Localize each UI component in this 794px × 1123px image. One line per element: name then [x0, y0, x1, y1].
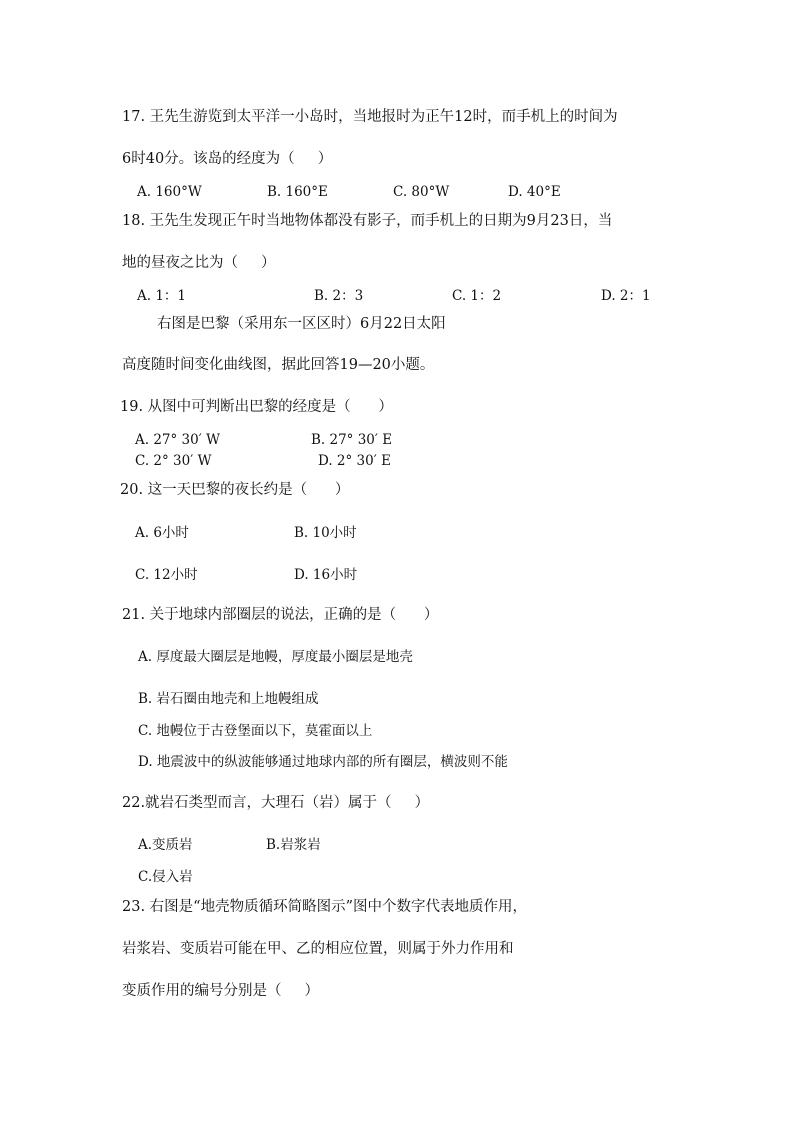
q22-stem: 22.就岩石类型而言，大理石（岩）属于（ ）	[122, 795, 430, 811]
q20-option-a: A. 6小时	[135, 525, 189, 541]
q20-option-d: D. 16小时	[294, 567, 358, 583]
q19-option-a: A. 27° 30′ W	[135, 432, 220, 448]
q23-stem-line-2: 岩浆岩、变质岩可能在甲、乙的相应位置，则属于外力作用和	[122, 941, 514, 957]
q17-option-d: D. 40°E	[508, 184, 561, 200]
q18-option-d: D. 2：1	[601, 288, 651, 304]
q17-stem-line-1: 17. 王先生游览到太平洋一小岛时，当地报时为正午12时，而手机上的时间为	[122, 109, 618, 125]
q18-option-b: B. 2：3	[314, 288, 364, 304]
q19-option-d: D. 2° 30′ E	[318, 453, 391, 469]
q23-stem-line-1: 23. 右图是“地壳物质循环简略图示”图中个数字代表地质作用，	[122, 899, 527, 915]
q18-option-a: A. 1：1	[137, 288, 187, 304]
q17-option-b: B. 160°E	[267, 184, 328, 200]
q19-stem: 19. 从图中可判断出巴黎的经度是（ ）	[120, 399, 393, 415]
q20-stem: 20. 这一天巴黎的夜长约是（ ）	[120, 482, 350, 498]
q22-option-b: B.岩浆岩	[266, 837, 321, 853]
q20-option-b: B. 10小时	[294, 525, 357, 541]
q19-option-c: C. 2° 30′ W	[135, 453, 212, 469]
q18-option-c: C. 1：2	[452, 288, 502, 304]
q17-option-c: C. 80°W	[393, 184, 450, 200]
q17-option-a: A. 160°W	[137, 184, 202, 200]
q18-stem-line-1: 18. 王先生发现正午时当地物体都没有影子，而手机上的日期为9月23日，当	[122, 213, 613, 229]
q19-option-b: B. 27° 30′ E	[311, 432, 393, 448]
q22-option-a: A.变质岩	[138, 837, 193, 853]
q21-option-a: A. 厚度最大圈层是地幔，厚度最小圈层是地壳	[138, 649, 413, 665]
q23-stem-line-3: 变质作用的编号分别是（ ）	[122, 983, 320, 999]
q17-stem-line-2: 6时40分。该岛的经度为（ ）	[122, 151, 333, 167]
q21-option-b: B. 岩石圈由地壳和上地幔组成	[138, 691, 319, 707]
intro-19-20-line-2: 高度随时间变化曲线图，据此回答19—20小题。	[122, 357, 435, 373]
q21-option-c: C. 地幔位于古登堡面以下，莫霍面以上	[138, 723, 373, 739]
q21-option-d: D. 地震波中的纵波能够通过地球内部的所有圈层，横波则不能	[138, 754, 508, 770]
q22-option-c: C.侵入岩	[138, 869, 193, 885]
intro-19-20-line-1: 右图是巴黎（采用东一区区时）6月22日太阳	[157, 316, 446, 332]
q18-stem-line-2: 地的昼夜之比为（ ）	[122, 255, 276, 271]
q20-option-c: C. 12小时	[135, 567, 198, 583]
q21-stem: 21. 关于地球内部圈层的说法，正确的是（ ）	[122, 607, 439, 623]
